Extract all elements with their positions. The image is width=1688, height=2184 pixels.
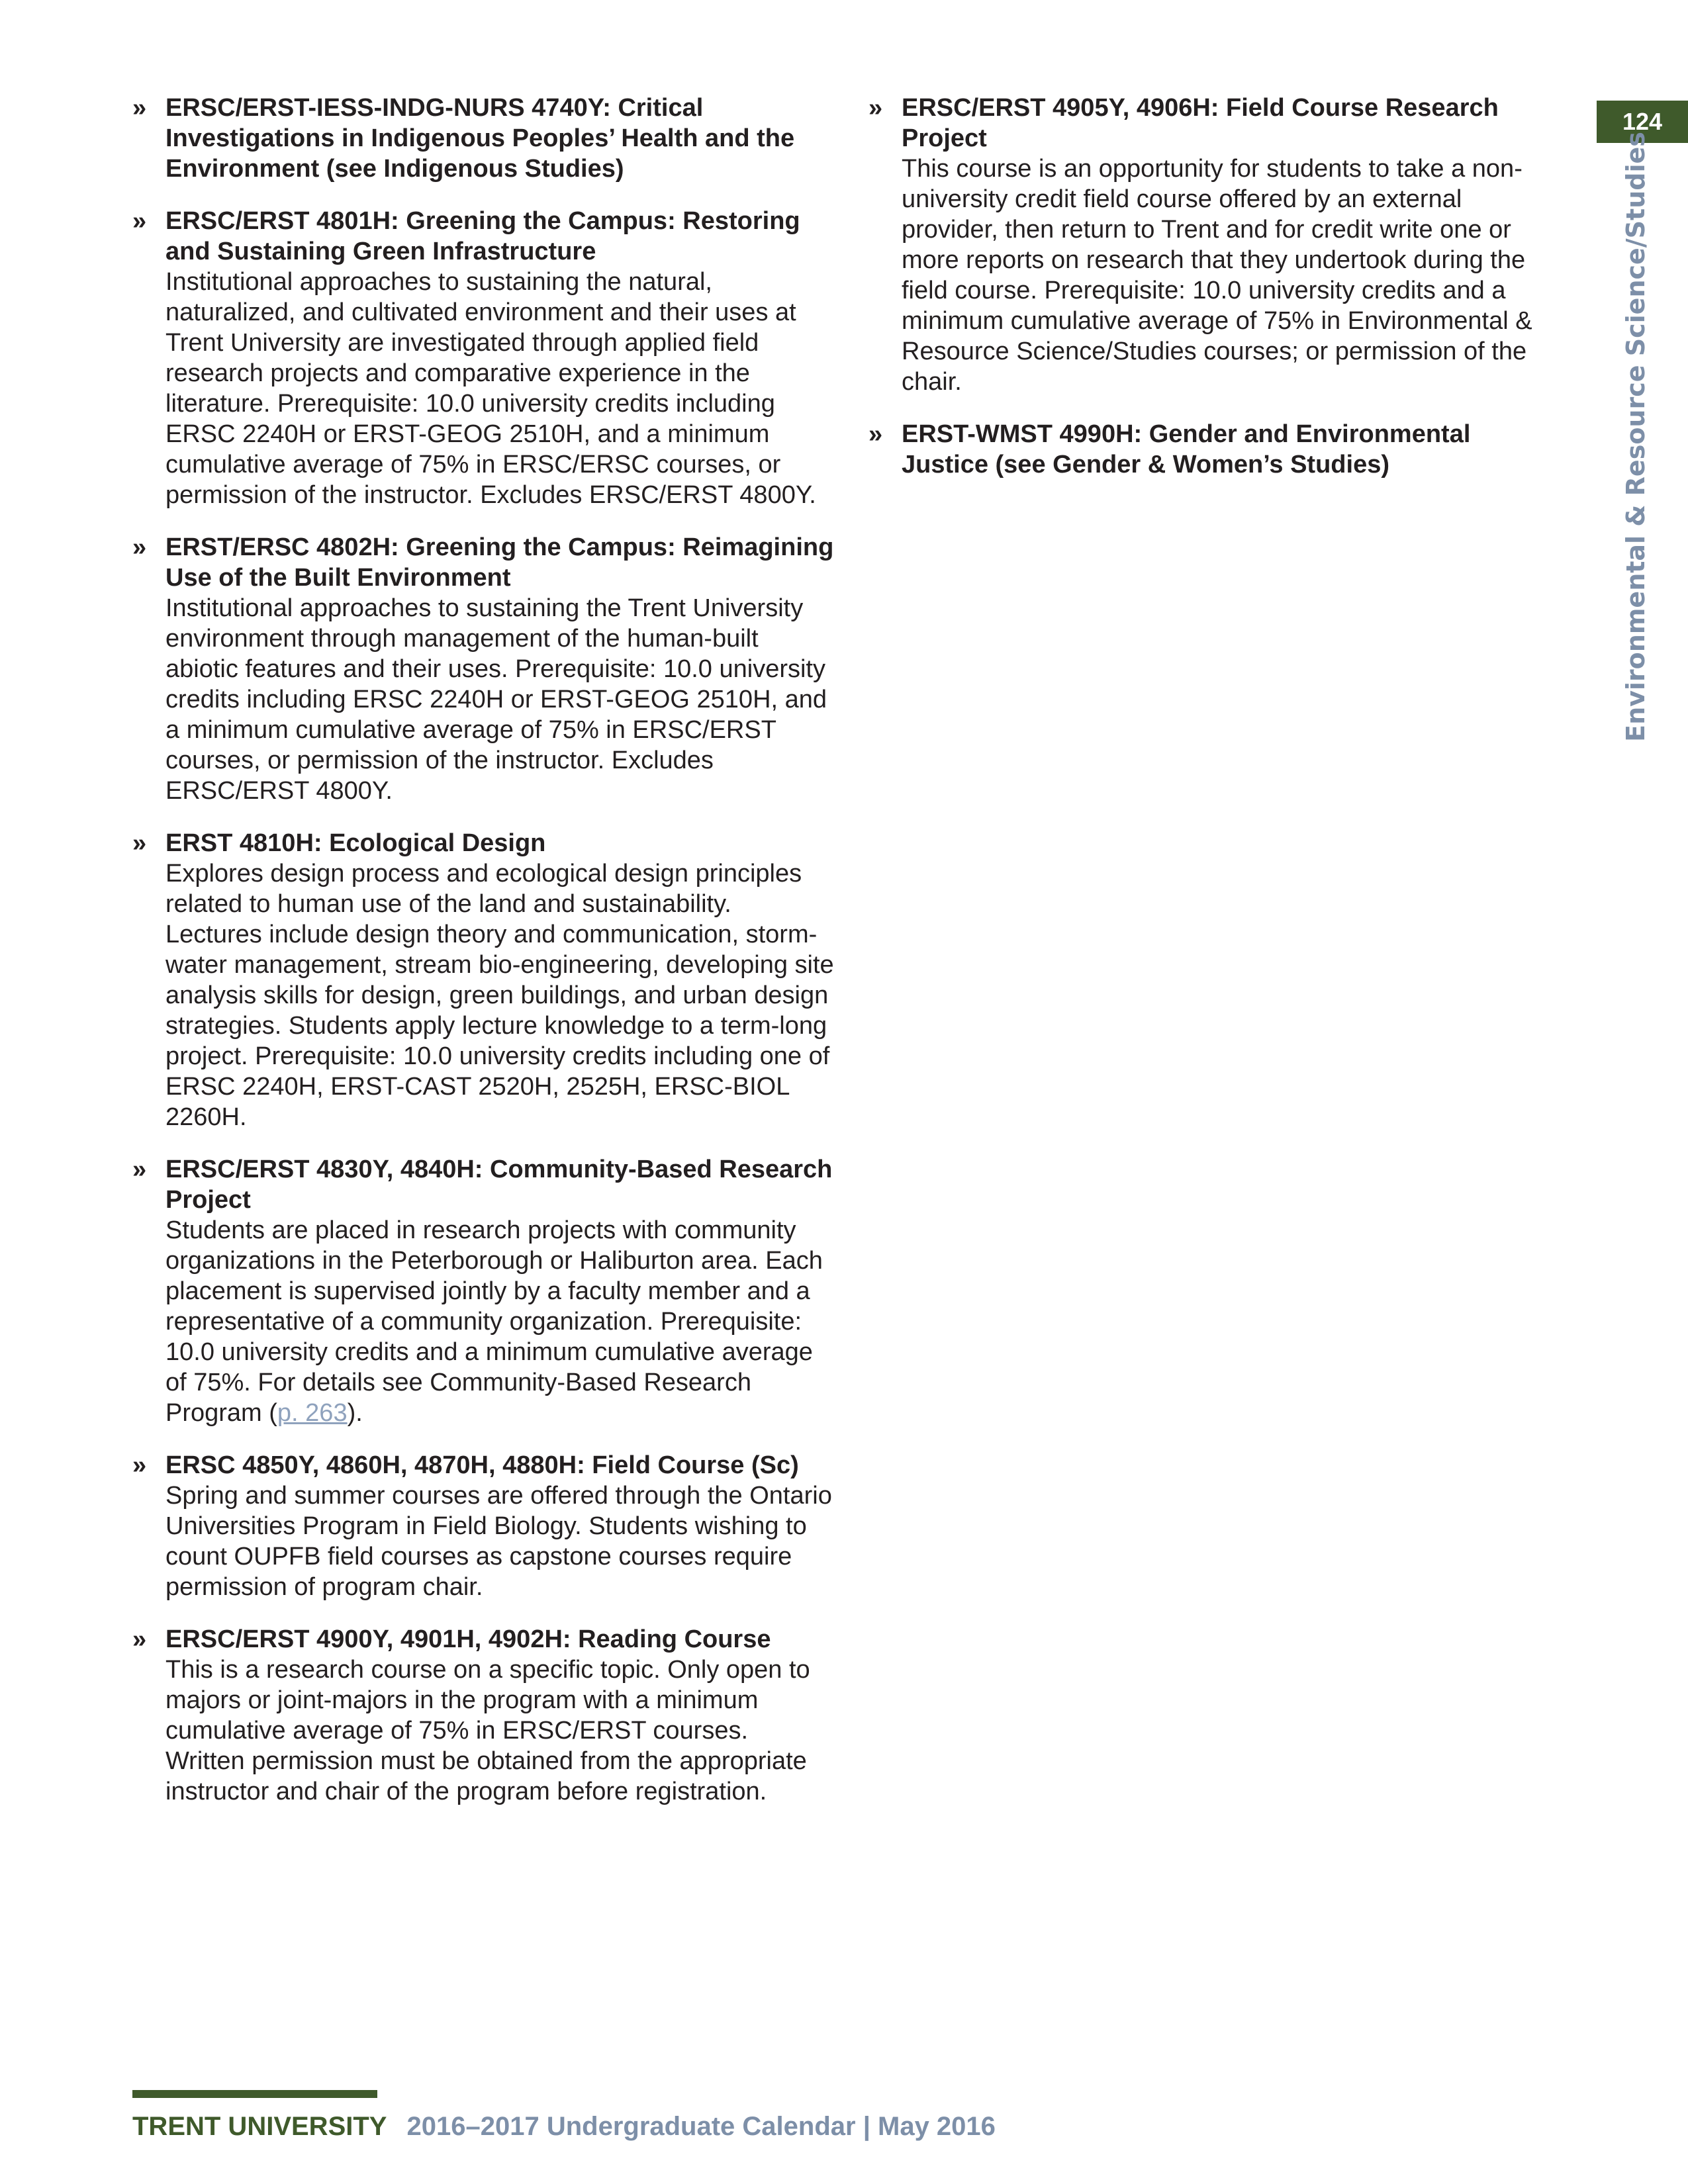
right-column bbox=[868, 93, 1564, 502]
page-footer bbox=[132, 2110, 996, 2143]
page-reference-link[interactable]: p. 263 bbox=[277, 1399, 348, 1427]
course-entry bbox=[132, 1624, 834, 1807]
course-description-end: ). bbox=[347, 1399, 363, 1427]
bullet-marker: » bbox=[132, 1156, 147, 1183]
footer-university: TRENT UNIVERSITY bbox=[132, 2112, 387, 2141]
bullet-marker: » bbox=[132, 1451, 147, 1479]
course-entry bbox=[868, 93, 1564, 397]
course-title: ERST-WMST 4990H: Gender and Environmental Justice (see Gender & Women’s Studies) bbox=[902, 420, 1471, 478]
course-entry bbox=[868, 419, 1564, 480]
course-title: ERST 4810H: Ecological Design bbox=[165, 829, 546, 857]
course-description: Institutional approaches to sustaining the natural, naturalized, and cultivated environment and their uses at Trent University are investigated through applied field research projects and comparative experience in the literature. Prerequisite: 10.0 university credits including ERSC 2240H or ERST-GEOG 2510H, and a minimum cumulative average of 75% in ERSC/ERSC courses, or permission of the instructor. Excludes ERSC/ERST 4800Y. bbox=[165, 268, 816, 509]
course-title: ERSC/ERST-IESS-INDG-NURS 4740Y: Critical Investigations in Indigenous Peoples’ Health and the Environment (see Indigenous Studies) bbox=[165, 94, 795, 183]
course-title: ERSC/ERST 4900Y, 4901H, 4902H: Reading Course bbox=[165, 1625, 771, 1653]
course-entry bbox=[132, 93, 834, 184]
bullet-marker: » bbox=[868, 94, 883, 122]
left-column bbox=[132, 93, 834, 1829]
course-description: This course is an opportunity for students to take a non-university credit field course offered by an external provider, then return to Trent and for credit write one or more reports on research that they undertook during the field course. Prerequisite: 10.0 university credits and a minimum cumulative average of 75% in Environmental & Resource Science/Studies courses; or permission of the chair. bbox=[902, 155, 1532, 396]
course-title: ERSC/ERST 4801H: Greening the Campus: Restoring and Sustaining Green Infrastructure bbox=[165, 207, 800, 265]
course-description bbox=[165, 1215, 834, 1428]
bullet-marker: » bbox=[132, 1625, 147, 1653]
course-title: ERSC/ERST 4905Y, 4906H: Field Course Research Project bbox=[902, 94, 1499, 152]
course-description: Explores design process and ecological design principles related to human use of the land and sustainability. Lectures include design theory and communication, storm-water management, stream bio-engineering, developing site analysis skills for design, green buildings, and urban design strategies. Students apply lecture knowledge to a term-long project. Prerequisite: 10.0 university credits including one of ERSC 2240H, ERST-CAST 2520H, 2525H, ERSC-BIOL 2260H. bbox=[165, 860, 834, 1131]
course-description: Spring and summer courses are offered through the Ontario Universities Program in Field Biology. Students wishing to count OUPFB field courses as capstone courses require permission of program chair. bbox=[165, 1482, 832, 1601]
course-title: ERSC 4850Y, 4860H, 4870H, 4880H: Field Course (Sc) bbox=[165, 1451, 799, 1479]
bullet-marker: » bbox=[868, 420, 883, 448]
bullet-marker: » bbox=[132, 533, 147, 561]
course-entry bbox=[132, 1154, 834, 1428]
course-title: ERSC/ERST 4830Y, 4840H: Community-Based Research Project bbox=[165, 1156, 833, 1214]
course-title: ERST/ERSC 4802H: Greening the Campus: Reimagining Use of the Built Environment bbox=[165, 533, 834, 592]
course-description-text: Students are placed in research projects with community organizations in the Peterborough or Haliburton area. Each placement is supervised jointly by a faculty member and a representative of a community organization. Prerequisite: 10.0 university credits and a minimum cumulative average of 75%. For details see Community-Based Research Program ( bbox=[165, 1216, 823, 1427]
footer-calendar: 2016–2017 Undergraduate Calendar | May 2016 bbox=[406, 2112, 996, 2141]
course-entry bbox=[132, 206, 834, 510]
footer-divider bbox=[132, 2090, 377, 2098]
course-entry bbox=[132, 1450, 834, 1602]
course-description: This is a research course on a specific topic. Only open to majors or joint-majors in the program with a minimum cumulative average of 75% in ERSC/ERST courses. Written permission must be obtained from the appropriate instructor and chair of the program before registration. bbox=[165, 1656, 810, 1805]
section-side-label: Environmental & Resource Science/Studies bbox=[1621, 132, 1650, 742]
course-description: Institutional approaches to sustaining the Trent University environment through management of the human-built abiotic features and their uses. Prerequisite: 10.0 university credits including ERSC 2240H or ERST-GEOG 2510H, and a minimum cumulative average of 75% in ERSC/ERST courses, or permission of the instructor. Excludes ERSC/ERST 4800Y. bbox=[165, 594, 827, 805]
page-number: 124 bbox=[1597, 101, 1688, 143]
bullet-marker: » bbox=[132, 207, 147, 235]
course-entry bbox=[132, 828, 834, 1132]
bullet-marker: » bbox=[132, 829, 147, 857]
bullet-marker: » bbox=[132, 94, 147, 122]
course-entry bbox=[132, 532, 834, 806]
